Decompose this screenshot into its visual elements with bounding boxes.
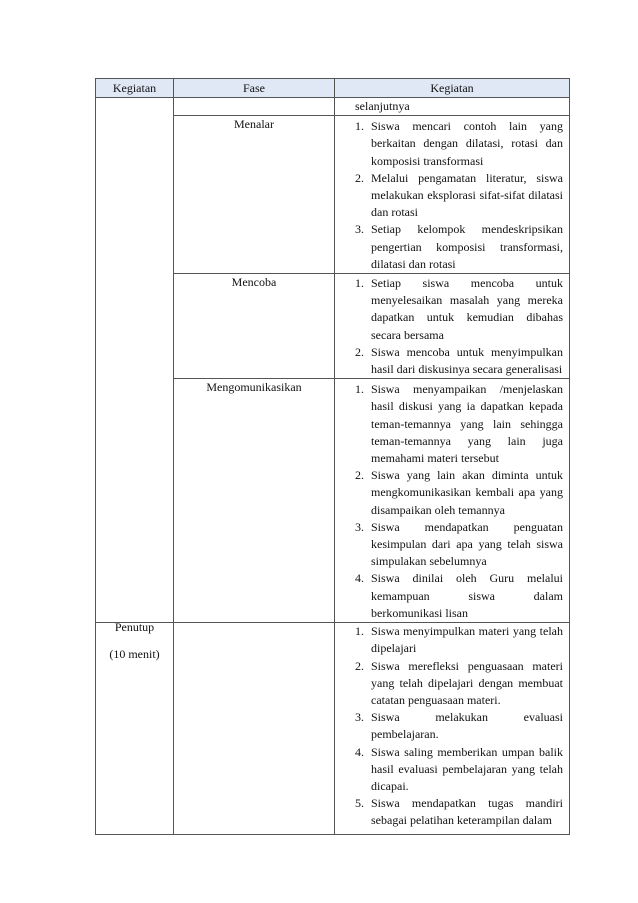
table-row	[96, 98, 570, 116]
list-item: 4. Siswa saling memberikan umpan balik hasil evaluasi pembelajaran yang telah dicapai.	[355, 744, 563, 793]
list-item: 1. Siswa mencari contoh lain yang berkaitan dengan dilatasi, rotasi dan komposisi transformasi	[355, 119, 563, 168]
list-item: 3. Siswa mendapatkan penguatan kesimpulan dari apa yang telah siswa simpulakan sebelumnya	[355, 519, 563, 569]
penutup-title: Penutup	[114, 620, 155, 635]
kegiatan-detail-cell	[335, 116, 570, 274]
kegiatan-cell-penutup	[96, 620, 174, 835]
list-item: 2. Siswa yang lain akan diminta untuk mengkomunikasikan kembali apa yang disampaikan oleh temannya	[355, 468, 563, 517]
list-item: 2. Siswa mencoba untuk menyimpulkan hasil dari diskusinya secara generalisasi	[355, 344, 563, 377]
continuation-text: selanjutnya	[355, 99, 410, 113]
list-item: 2. Melalui pengamatan literatur, siswa melakukan eksplorasi sifat-sifat dilatasi dan rotasi	[355, 170, 563, 220]
penutup-duration: (10 menit)	[109, 647, 160, 662]
kegiatan-detail-cell	[335, 98, 570, 116]
header-kegiatan-detail: Kegiatan	[335, 79, 570, 98]
table-header-row	[96, 79, 570, 98]
kegiatan-detail-cell	[335, 379, 570, 623]
kegiatan-detail-cell	[335, 274, 570, 379]
list-item: 1. Setiap siswa mencoba untuk menyelesaikan masalah yang mereka dapatkan untuk kemudian dibahas secara bersama	[355, 276, 563, 342]
list-item: 2. Siswa merefleksi penguasaan materi yang telah dipelajari dengan membuat catatan penguasaan materi.	[355, 658, 563, 707]
table-row-penutup	[96, 623, 570, 835]
fase-cell-mengomunikasikan: Mengomunikasikan	[174, 379, 335, 623]
fase-cell-menalar: Menalar	[174, 116, 335, 274]
kegiatan-cell-inti	[96, 98, 174, 623]
lesson-plan-table	[95, 78, 570, 835]
header-kegiatan: Kegiatan	[96, 79, 174, 98]
kegiatan-detail-cell	[335, 623, 570, 835]
fase-cell-penutup	[174, 623, 335, 835]
list-item: 1. Siswa menyampaikan /menjelaskan hasil diskusi yang ia dapatkan kepada teman-temannya yang lain sehingga teman-temannya yang lain juga memahami materi tersebut	[355, 382, 563, 466]
list-item: 3. Setiap kelompok mendeskripsikan pengertian komposisi transformasi, dilatasi dan rotasi	[355, 222, 563, 271]
list-item: 3. Siswa melakukan evaluasi pembelajaran.	[355, 710, 563, 742]
fase-cell-mencoba: Mencoba	[174, 274, 335, 379]
fase-cell	[174, 98, 335, 116]
header-fase: Fase	[174, 79, 335, 98]
list-item: 5. Siswa mendapatkan tugas mandiri sebagai pelatihan keterampilan dalam	[355, 796, 563, 828]
list-item: 4. Siswa dinilai oleh Guru melalui kemampuan siswa dalam berkomunikasi lisan	[355, 571, 563, 620]
list-item: 1. Siswa menyimpulkan materi yang telah dipelajari	[355, 624, 563, 656]
